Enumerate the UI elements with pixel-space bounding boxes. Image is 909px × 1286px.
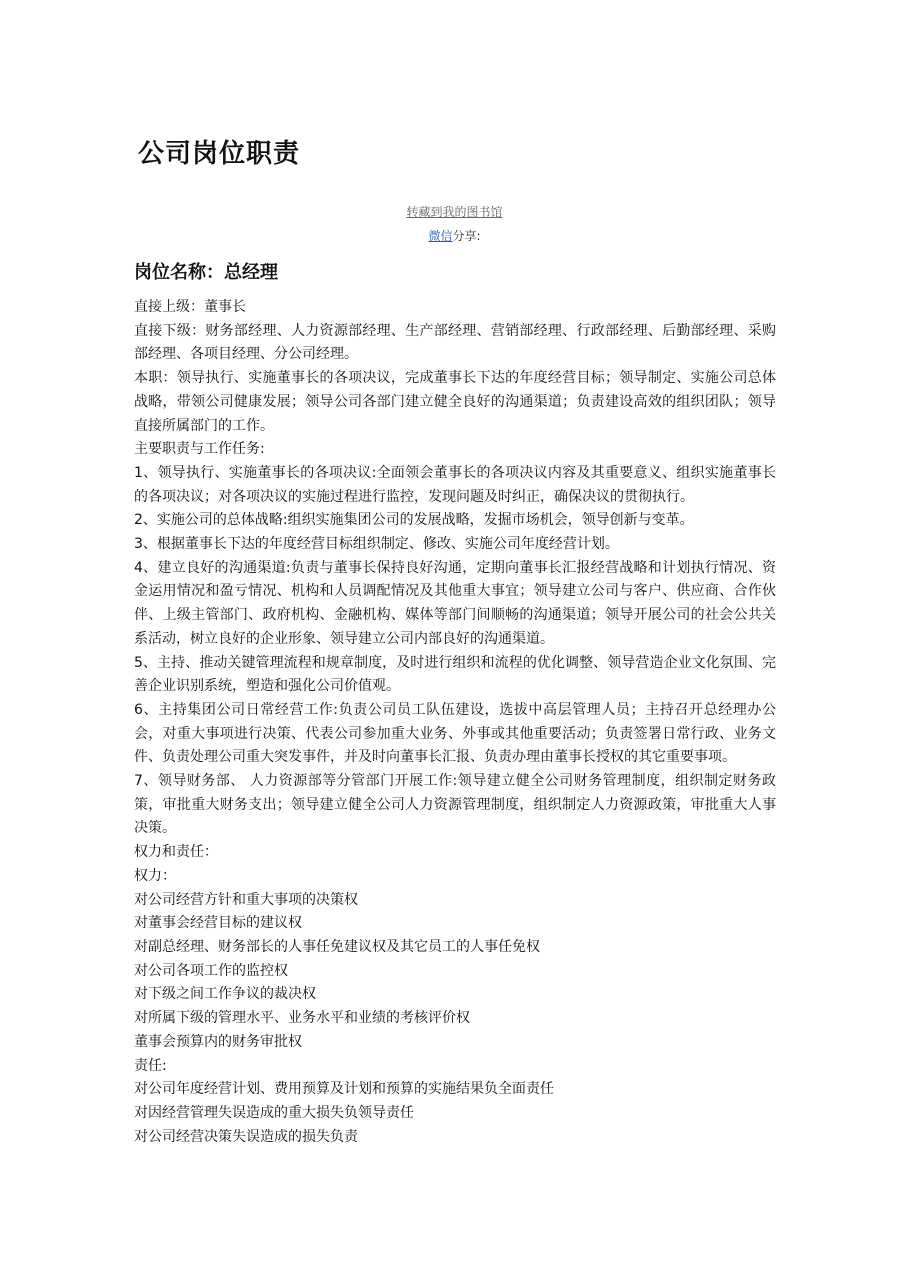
paragraph-direct-subordinates: 直接下级：财务部经理、人力资源部经理、生产部经理、营销部经理、行政部经理、后勤部经理、采购部经理、各项目经理、分公司经理。 bbox=[134, 322, 776, 363]
paragraph-right-5: 对下级之间工作争议的裁决权 bbox=[134, 986, 316, 1003]
paragraph-right-3: 对副总经理、财务部长的人事任免建议权及其它员工的人事任免权 bbox=[134, 938, 540, 955]
job-title-heading: 岗位名称：总经理 bbox=[134, 262, 278, 283]
paragraph-right-7: 董事会预算内的财务审批权 bbox=[134, 1033, 302, 1050]
job-description-body bbox=[134, 296, 776, 1149]
paragraph-right-1: 对公司经营方针和重大事项的决策权 bbox=[134, 891, 358, 908]
paragraph-duty-4: 4、建立良好的沟通渠道:负责与董事长保持良好沟通，定期向董事长汇报经营战略和计划执行情况、资金运用情况和盈亏情况、机构和人员调配情况及其他重大事宜；领导建立公司与客户、供应商、合作伙伴、上级主管部门、政府机构、金融机构、媒体等部门间顺畅的沟通渠道；领导开展公司的社会公共关系活动，树立良好的企业形象、领导建立公司内部良好的沟通渠道。 bbox=[134, 559, 776, 647]
collect-to-library-link[interactable]: 转藏到我的图书馆 bbox=[406, 205, 503, 219]
paragraph-duty-6: 6、主持集团公司日常经营工作:负责公司员工队伍建设，选拔中高层管理人员；主持召开总经理办公会，对重大事项进行决策、代表公司参加重大业务、外事或其他重要活动；负责签署日常行政、业务文件、负责处理公司重大突发事件，并及时向董事长汇报、负责办理由董事长授权的其它重要事项。 bbox=[134, 701, 776, 766]
paragraph-responsibility-3: 对公司经营决策失误造成的损失负责 bbox=[134, 1128, 358, 1145]
paragraph-duty-2: 2、实施公司的总体战略:组织实施集团公司的发展战略，发掘市场机会，领导创新与变革。 bbox=[134, 512, 694, 529]
paragraph-right-2: 对董事会经营目标的建议权 bbox=[134, 915, 302, 932]
paragraph-responsibility-2: 对因经营管理失误造成的重大损失负领导责任 bbox=[134, 1104, 414, 1121]
wechat-share-link[interactable]: 微信 bbox=[428, 229, 453, 243]
paragraph-rights-heading: 权力： bbox=[134, 867, 176, 884]
paragraph-duty-7: 7、领导财务部、 人力资源部等分管部门开展工作:领导建立健全公司财务管理制度，组织制定财务政策，审批重大财务支出；领导建立健全公司人力资源管理制度，组织制定人力资源政策，审批重大人事决策。 bbox=[134, 773, 776, 837]
paragraph-duty-1: 1、领导执行、实施董事长的各项决议:全面领会董事长的各项决议内容及其重要意义、组织实施董事长的各项决议；对各项决议的实施过程进行监控，发现问题及时纠正，确保决议的贯彻执行。 bbox=[134, 464, 776, 505]
paragraph-main-duties-heading: 主要职责与工作任务: bbox=[134, 441, 265, 458]
share-label: 分享: bbox=[452, 229, 481, 243]
paragraph-rights-responsibilities-heading: 权力和责任： bbox=[134, 844, 218, 861]
paragraph-responsibility-1: 对公司年度经营计划、费用预算及计划和预算的实施结果负全面责任 bbox=[134, 1081, 554, 1098]
paragraph-core-duty: 本职：领导执行、实施董事长的各项决议，完成董事长下达的年度经营目标；领导制定、实施公司总体战略，带领公司健康发展；领导公司各部门建立健全良好的沟通渠道；负责建设高效的组织团队；领导直接所属部门的工作。 bbox=[134, 370, 776, 434]
paragraph-direct-superior: 直接上级：董事长 bbox=[134, 299, 246, 315]
paragraph-responsibility-heading: 责任: bbox=[134, 1057, 167, 1074]
paragraph-right-6: 对所属下级的管理水平、业务水平和业绩的考核评价权 bbox=[134, 1010, 470, 1027]
paragraph-duty-5: 5、主持、推动关键管理流程和规章制度，及时进行组织和流程的优化调整、领导营造企业文化氛围、完善企业识别系统，塑造和强化公司价值观。 bbox=[134, 654, 776, 695]
document-title: 公司岗位职责 bbox=[138, 139, 301, 169]
share-row bbox=[0, 228, 909, 244]
paragraph-right-4: 对公司各项工作的监控权 bbox=[134, 962, 288, 979]
paragraph-duty-3: 3、根据董事长下达的年度经营目标组织制定、修改、实施公司年度经营计划。 bbox=[134, 536, 619, 553]
